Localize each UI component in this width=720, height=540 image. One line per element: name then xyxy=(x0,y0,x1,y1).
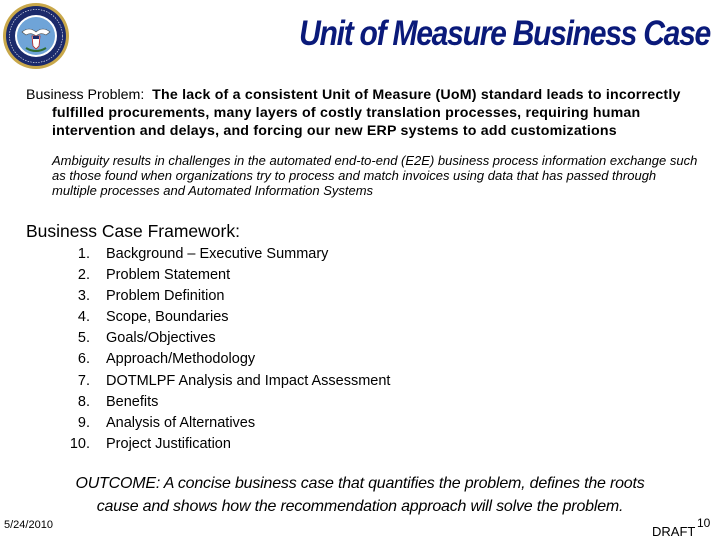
list-item xyxy=(60,435,390,456)
framework-list xyxy=(60,245,390,456)
list-item xyxy=(60,329,390,350)
list-item-number: 7. xyxy=(77,372,90,389)
list-item-label: Project Justification xyxy=(106,435,231,452)
list-item-number: 9. xyxy=(77,414,90,431)
framework-heading: Business Case Framework: xyxy=(26,221,240,241)
list-item-number: 2. xyxy=(77,267,90,284)
dod-seal-logo xyxy=(2,2,70,70)
list-item-label: Problem Definition xyxy=(106,288,225,305)
list-item-number: 10. xyxy=(69,435,90,452)
list-item-label: DOTMLPF Analysis and Impact Assessment xyxy=(106,372,391,389)
business-problem-section xyxy=(26,86,696,140)
outcome-line-2: cause and shows how the recommendation approach will solve the problem. xyxy=(96,498,624,515)
list-item-label: Goals/Objectives xyxy=(106,330,216,347)
list-item-label: Approach/Methodology xyxy=(106,351,256,368)
business-problem-statement xyxy=(26,86,696,140)
business-problem-label: Business Problem: xyxy=(26,87,145,103)
list-item-label: Benefits xyxy=(106,393,159,410)
footer-date: 5/24/2010 xyxy=(4,519,53,531)
list-item-number: 4. xyxy=(77,309,90,326)
list-item xyxy=(60,393,390,414)
list-item-label: Analysis of Alternatives xyxy=(106,414,256,431)
list-item-number: 8. xyxy=(77,393,90,410)
list-item-number: 1. xyxy=(77,246,90,262)
draft-label: DRAFT xyxy=(652,524,696,539)
list-item-number: 6. xyxy=(77,351,90,368)
list-item xyxy=(60,350,390,371)
list-item xyxy=(60,308,390,329)
list-item-label: Scope, Boundaries xyxy=(106,309,229,326)
list-item xyxy=(60,287,390,308)
list-item-number: 3. xyxy=(77,288,90,305)
list-item-number: 5. xyxy=(77,330,90,347)
list-item-label: Problem Statement xyxy=(106,267,231,284)
page-number: 10 xyxy=(697,516,711,530)
outcome-line-1: OUTCOME: A concise business case that quantifies the problem, defines the roots xyxy=(75,475,645,492)
list-item-label: Background – Executive Summary xyxy=(106,246,329,262)
list-item xyxy=(60,245,390,266)
list-item xyxy=(60,372,390,393)
outcome-statement xyxy=(30,472,690,518)
ambiguity-detail: Ambiguity results in challenges in the automated end-to-end (E2E) business process information exchange such as those found when organizations try to process and match invoices using data that has passed through multiple processes and Automated Information Systems xyxy=(52,153,698,198)
list-item xyxy=(60,414,390,435)
business-problem-text: The lack of a consistent Unit of Measure (UoM) standard leads to incorrectly fulfilled procurements, many layers of costly translation processes, requiring human intervention and delays, and forcing our new ERP systems to add customizations xyxy=(52,87,681,139)
page-title: Unit of Measure Business Case xyxy=(299,14,710,53)
list-item xyxy=(60,266,390,287)
